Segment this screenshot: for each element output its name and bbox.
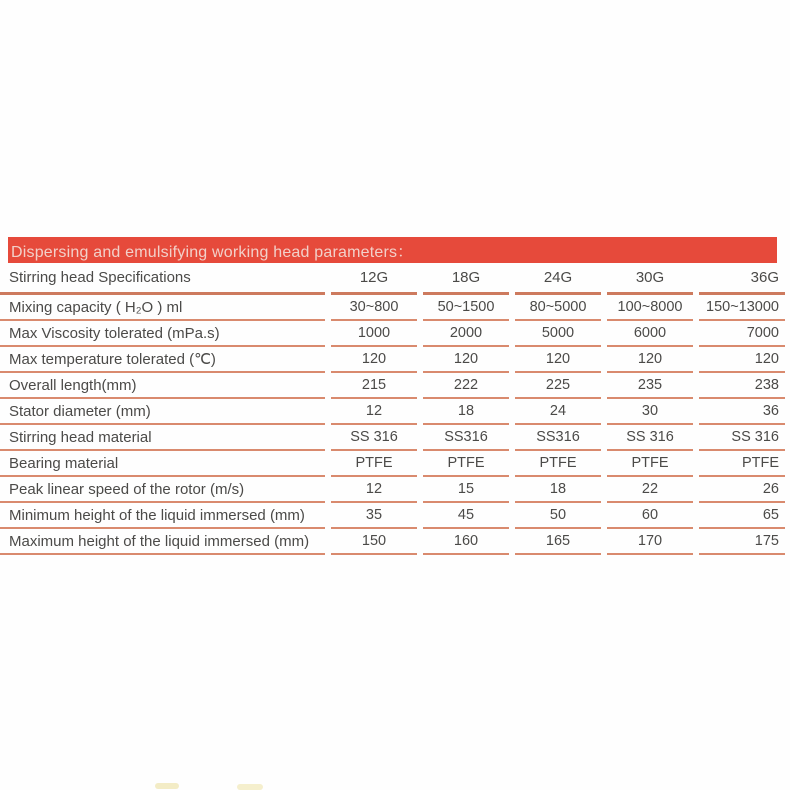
cell-value: 30 [607, 399, 693, 425]
row-label: Stirring head material [0, 425, 325, 451]
cell-value: PTFE [699, 451, 785, 477]
cell-value: 2000 [423, 321, 509, 347]
table-row [0, 425, 785, 451]
column-header: 12G [331, 263, 417, 295]
cell-value: 26 [699, 477, 785, 503]
cell-value: 18 [423, 399, 509, 425]
row-label: Minimum height of the liquid immersed (mm) [0, 503, 325, 529]
row-label: Mixing capacity ( H₂O ) ml [0, 295, 325, 321]
cell-value: 215 [331, 373, 417, 399]
cell-value: 24 [515, 399, 601, 425]
table-body [0, 263, 790, 555]
row-label: Stirring head Specifications [0, 263, 325, 295]
cell-value: SS316 [515, 425, 601, 451]
cell-value: 120 [607, 347, 693, 373]
column-header: 18G [423, 263, 509, 295]
row-label: Overall length(mm) [0, 373, 325, 399]
cell-value: 238 [699, 373, 785, 399]
row-label: Stator diameter (mm) [0, 399, 325, 425]
table-title-banner [8, 237, 777, 263]
cell-value: 15 [423, 477, 509, 503]
cell-value: 80~5000 [515, 295, 601, 321]
cell-value: 5000 [515, 321, 601, 347]
cell-value: PTFE [423, 451, 509, 477]
table-header-row [0, 263, 785, 295]
cell-value: 35 [331, 503, 417, 529]
cell-value: 12 [331, 477, 417, 503]
cell-value: 30~800 [331, 295, 417, 321]
spec-table [0, 237, 790, 555]
table-row [0, 451, 785, 477]
cell-value: 225 [515, 373, 601, 399]
cell-value: 18 [515, 477, 601, 503]
table-row [0, 347, 785, 373]
cell-value: SS 316 [331, 425, 417, 451]
row-label: Peak linear speed of the rotor (m/s) [0, 477, 325, 503]
table-row [0, 529, 785, 555]
cell-value: 120 [331, 347, 417, 373]
row-label: Bearing material [0, 451, 325, 477]
row-label: Maximum height of the liquid immersed (mm) [0, 529, 325, 555]
cell-value: 150~13000 [699, 295, 785, 321]
table-row [0, 477, 785, 503]
cell-value: 235 [607, 373, 693, 399]
table-row [0, 295, 785, 321]
cell-value: 120 [423, 347, 509, 373]
cell-value: 45 [423, 503, 509, 529]
table-row [0, 399, 785, 425]
cell-value: 100~8000 [607, 295, 693, 321]
cell-value: SS 316 [607, 425, 693, 451]
cell-value: SS316 [423, 425, 509, 451]
row-label: Max temperature tolerated (℃) [0, 347, 325, 373]
scan-smudge [155, 783, 179, 789]
cell-value: 60 [607, 503, 693, 529]
table-row [0, 373, 785, 399]
table-row [0, 321, 785, 347]
cell-value: 160 [423, 529, 509, 555]
table-row [0, 503, 785, 529]
cell-value: 12 [331, 399, 417, 425]
cell-value: 65 [699, 503, 785, 529]
cell-value: 22 [607, 477, 693, 503]
cell-value: PTFE [331, 451, 417, 477]
cell-value: PTFE [515, 451, 601, 477]
cell-value: 222 [423, 373, 509, 399]
cell-value: 175 [699, 529, 785, 555]
scan-smudge [237, 784, 263, 790]
row-label: Max Viscosity tolerated (mPa.s) [0, 321, 325, 347]
cell-value: 50~1500 [423, 295, 509, 321]
cell-value: 50 [515, 503, 601, 529]
table-title: Dispersing and emulsifying working head parameters： [11, 243, 414, 261]
cell-value: 120 [515, 347, 601, 373]
cell-value: 170 [607, 529, 693, 555]
cell-value: 6000 [607, 321, 693, 347]
cell-value: 36 [699, 399, 785, 425]
cell-value: 7000 [699, 321, 785, 347]
cell-value: SS 316 [699, 425, 785, 451]
cell-value: 165 [515, 529, 601, 555]
cell-value: PTFE [607, 451, 693, 477]
cell-value: 150 [331, 529, 417, 555]
column-header: 24G [515, 263, 601, 295]
cell-value: 1000 [331, 321, 417, 347]
column-header: 36G [699, 263, 785, 295]
column-header: 30G [607, 263, 693, 295]
cell-value: 120 [699, 347, 785, 373]
